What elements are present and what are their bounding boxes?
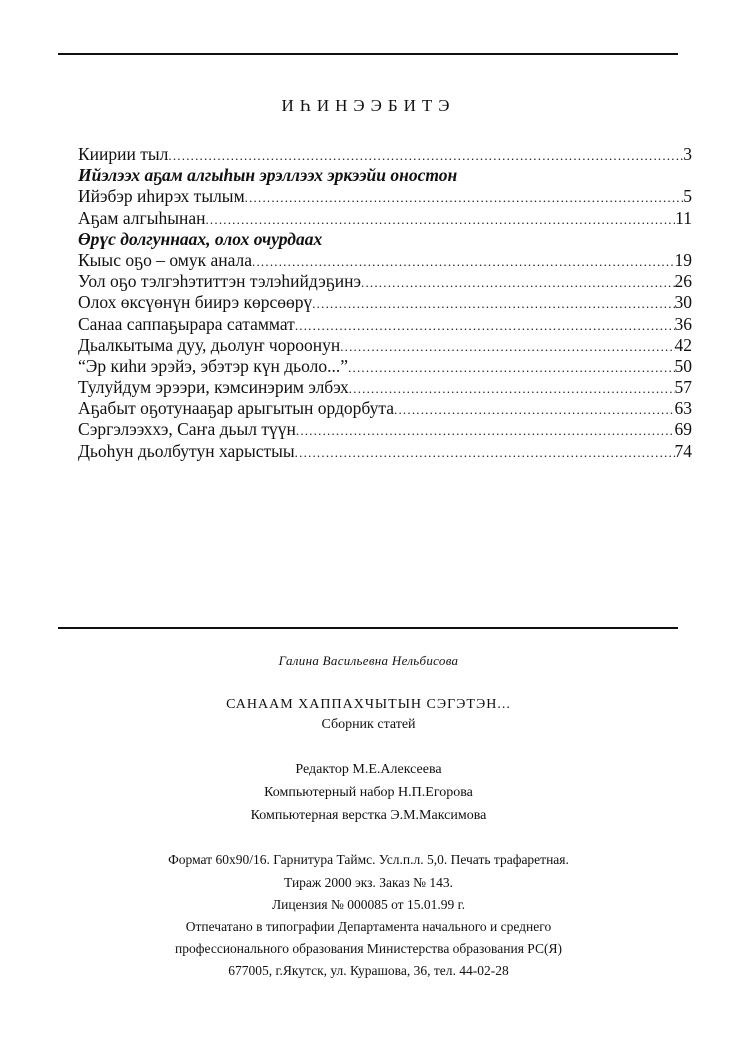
toc-entry-title: Дьалкытыма дуу, дьолуҥ чороонун [78, 334, 341, 355]
toc-section-heading: Өрүс долгуннаах, олох очурдаах [78, 228, 323, 249]
credit-line: Редактор М.Е.Алексеева [295, 762, 442, 777]
book-title: САНААМ ХАППАХЧЫТЫН СЭГЭТЭН... [226, 697, 511, 712]
toc-leader-dots [349, 378, 675, 399]
credit-line: Компьютерная верстка Э.М.Максимова [250, 808, 487, 823]
toc-leader-dots [394, 399, 674, 420]
publishing-line: 677005, г.Якутск, ул. Курашова, 36, тел. 44-02-28 [228, 963, 509, 978]
toc-entry [78, 335, 692, 356]
toc-entry-title: Аҕам алгыһынан [78, 207, 206, 228]
toc-leader-dots [296, 420, 675, 441]
toc-entry-title: Дьоһун дьолбутун харыстыы [78, 440, 295, 461]
toc-entry-title: Ийэбэр иһирэх тылым [78, 186, 245, 207]
toc-leader-dots [340, 336, 674, 357]
toc-leader-dots [312, 293, 674, 314]
toc-entry-page: 69 [674, 419, 692, 440]
book-subtitle: Сборник статей [321, 717, 416, 732]
toc-entry [78, 441, 692, 462]
toc-entry-page: 63 [674, 398, 692, 419]
toc-entry [78, 186, 692, 207]
toc-entry-page: 3 [683, 144, 692, 164]
section-rule [58, 627, 678, 629]
toc-entry-title: “Эр киһи эрэйэ, эбэтэр күн дьоло...” [78, 355, 349, 376]
toc-entry-page: 11 [675, 207, 692, 228]
credit-line: Компьютерный набор Н.П.Егорова [264, 785, 473, 800]
toc-entry [78, 314, 692, 335]
toc-leader-dots [252, 251, 674, 272]
toc-entry [78, 208, 692, 229]
toc-entry-title: Аҕабыт оҕотунааҕар арыгытын ордорбута [78, 398, 395, 419]
toc-entry-page: 50 [674, 355, 692, 376]
publishing-line: Формат 60х90/16. Гарнитура Таймс. Усл.п.л. 5,0. Печать трафаретная. [168, 852, 569, 867]
publishing-line: Отпечатано в типографии Департамента начального и среднего [185, 919, 552, 934]
toc-entry-page: 26 [674, 271, 692, 292]
contents-heading: ИҺИНЭЭБИТЭ [281, 96, 456, 115]
toc-leader-dots [295, 442, 675, 463]
toc-entry-page: 30 [674, 292, 692, 313]
toc-entry-page: 42 [674, 334, 692, 355]
toc-entry-title: Киирии тыл [78, 144, 169, 164]
toc-entry-title: Сэргэлээххэ, Саҥа дьыл түүн [78, 419, 296, 440]
toc-leader-dots [361, 272, 675, 293]
toc-entry-page: 19 [674, 249, 692, 270]
toc-entry-page: 5 [683, 186, 692, 207]
toc-entry-title: Кыыс оҕо – омук анала [78, 249, 253, 270]
toc-section-heading: Ийэлээх аҕам алгыһын эрэллээх эркээйи оностон [78, 165, 458, 186]
toc-leader-dots [295, 315, 675, 336]
toc-entry [78, 377, 692, 398]
toc-leader-dots [168, 145, 683, 166]
toc-entry-title: Тулуйдум эрээри, кэмсинэрим элбэх [78, 377, 349, 398]
toc-entry [78, 356, 692, 377]
author-name: Галина Васильевна Нельбисова [278, 653, 459, 668]
toc-entry-title: Олох өксүөнүн биирэ көрсөөрү [78, 292, 313, 313]
toc-leader-dots [348, 357, 674, 378]
toc-entry [78, 292, 692, 313]
toc-entry-title: Уол оҕо тэлгэһэтиттэн тэлэһийдэҕинэ [78, 271, 361, 292]
toc-entry [78, 398, 692, 419]
toc-entry [78, 271, 692, 292]
toc-entry-page: 36 [674, 313, 692, 334]
toc-leader-dots [205, 209, 675, 230]
toc-entry-title: Санаа саппаҕырара сатаммат [78, 313, 295, 334]
top-rule [58, 53, 678, 55]
toc-entry-page: 57 [674, 377, 692, 398]
toc-entry [78, 419, 692, 440]
publishing-line: Лицензия № 000085 от 15.01.99 г. [272, 897, 465, 912]
toc-entry [78, 144, 692, 165]
publishing-line: Тираж 2000 экз. Заказ № 143. [284, 875, 453, 890]
publishing-line: профессионального образования Министерства образования РС(Я) [175, 941, 562, 956]
toc-leader-dots [245, 187, 684, 208]
table-of-contents [78, 144, 692, 462]
toc-entry [78, 250, 692, 271]
toc-entry-page: 74 [674, 440, 692, 461]
